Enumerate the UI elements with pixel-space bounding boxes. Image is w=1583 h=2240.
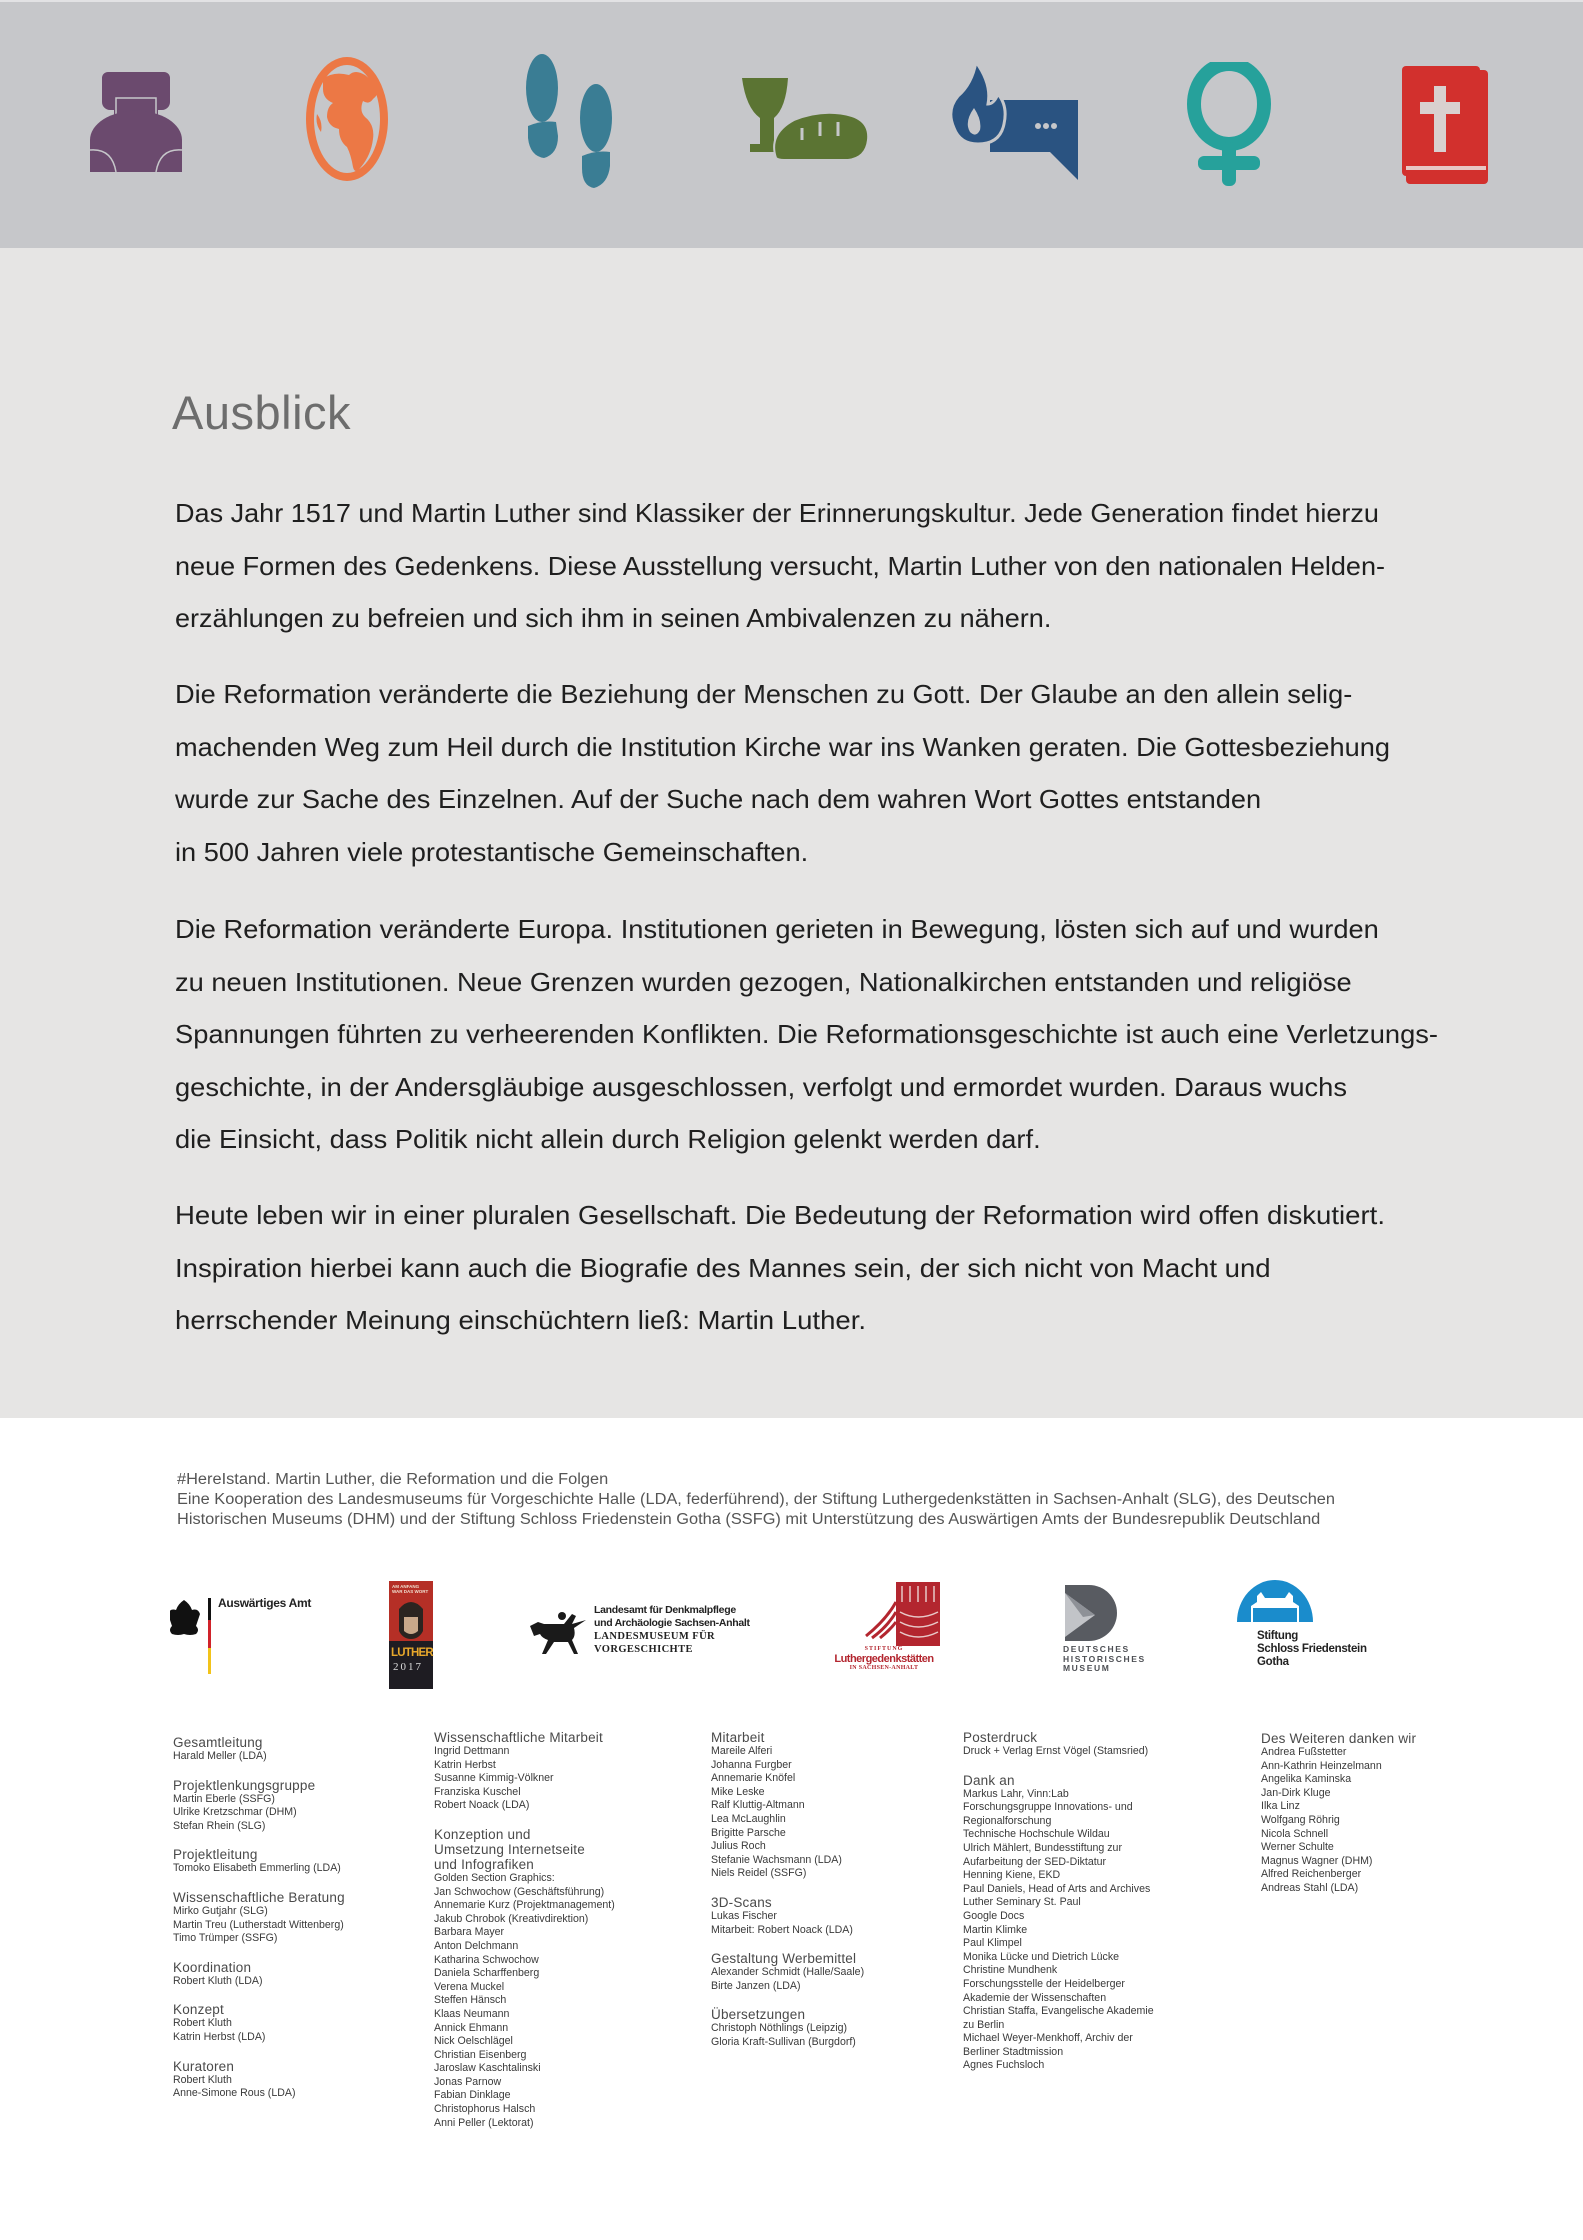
logo-label: IN SACHSEN-ANHALT — [849, 1665, 919, 1671]
credit-name: Katrin Herbst — [434, 1758, 496, 1771]
credit-name: Julius Roch — [711, 1840, 766, 1853]
credit-name: Klaas Neumann — [434, 2007, 510, 2020]
credit-name: Alfred Reichenberger — [1261, 1868, 1362, 1881]
logo-label: DEUTSCHES — [1063, 1644, 1130, 1654]
credit-name: Golden Section Graphics: — [434, 1871, 555, 1884]
paragraph-line: machenden Weg zum Heil durch die Institution Kirche war ins Wanken geraten. Die Gottesbeziehung — [175, 731, 1390, 762]
credit-name: Jan Schwochow (Geschäftsführung) — [434, 1885, 605, 1898]
paragraph-line: die Einsicht, dass Politik nicht allein durch Religion gelenkt werden darf. — [175, 1124, 1041, 1154]
paragraph-line: erzählungen zu befreien und sich ihm in seinen Ambivalenzen zu nähern. — [175, 603, 1052, 633]
credit-name: Druck + Verlag Ernst Vögel (Stamsried) — [963, 1745, 1149, 1757]
credits-column-1 — [173, 1735, 345, 2115]
credit-name: Paul Klimpel — [963, 1937, 1022, 1950]
credit-group-title: 3D-Scans — [711, 1894, 772, 1910]
paragraph-line: Inspiration hierbei kann auch die Biografie des Mannes sein, der sich nicht von Macht und — [175, 1252, 1271, 1283]
credit-group-title: Wissenschaftliche Beratung — [173, 1889, 345, 1905]
credit-group — [711, 1730, 864, 1881]
credit-name: Martin Klimke — [963, 1923, 1028, 1936]
credit-name: Henning Kiene, EKD — [963, 1869, 1061, 1882]
credit-group — [434, 1730, 615, 1813]
credit-name: Lea McLaughlin — [711, 1812, 786, 1825]
credit-name: Robert Kluth — [173, 2017, 232, 2030]
credit-name: Barbara Mayer — [434, 1926, 505, 1939]
cooperation-text: Historischen Museums (DHM) und der Stiftung Schloss Friedenstein Gotha (SSFG) mit Unterstützung des Auswärtigen Amts der Bundesrepublik Deutschland — [177, 1511, 1321, 1528]
credit-name: Akademie der Wissenschaften — [963, 1991, 1107, 2004]
credit-group-title: Projektlenkungsgruppe — [173, 1777, 316, 1793]
credit-group — [173, 2002, 345, 2044]
credit-name: Tomoko Elisabeth Emmerling (LDA) — [173, 1862, 341, 1875]
credit-name: Andreas Stahl (LDA) — [1261, 1881, 1359, 1894]
credit-group — [711, 1951, 864, 1993]
credit-name: Ilka Linz — [1261, 1800, 1300, 1813]
credit-name: Wolfgang Röhrig — [1261, 1813, 1340, 1826]
credit-group — [173, 1847, 345, 1876]
credit-name: Berliner Stadtmission — [963, 2045, 1064, 2058]
logo-label: Landesamt für Denkmalpflege — [594, 1604, 736, 1616]
credit-name: Christoph Nöthlings (Leipzig) — [711, 2022, 848, 2035]
credit-name: Robert Kluth — [173, 2073, 232, 2086]
credit-name: Nick Oelschlägel — [434, 2035, 513, 2048]
credit-name: Verena Muckel — [434, 1980, 505, 1993]
credit-group — [173, 1890, 345, 1946]
female-symbol-icon — [1186, 62, 1272, 188]
credit-name: Andrea Fußstetter — [1261, 1746, 1347, 1758]
credit-name: Jakub Chrobok (Kreativdirektion) — [434, 1912, 589, 1925]
cooperation-text: Eine Kooperation des Landesmuseums für Vorgeschichte Halle (LDA, federführend), der Stiftung Luthergedenkstätten in Sachsen-Anhalt (SLG), des Deutschen — [177, 1491, 1335, 1508]
footprints-icon — [520, 52, 624, 192]
paragraph-line: geschichte, in der Andersgläubige ausgeschlossen, verfolgt und ermordet wurden. Daraus wuchs — [175, 1071, 1347, 1102]
credit-name: Technische Hochschule Wildau — [963, 1828, 1110, 1841]
paragraph-line: wurde zur Sache des Einzelnen. Auf der Suche nach dem wahren Wort Gottes entstanden — [175, 784, 1262, 814]
credit-name: Harald Meller (LDA) — [173, 1750, 267, 1762]
credit-name: Werner Schulte — [1261, 1841, 1334, 1854]
paragraph-line: Spannungen führten zu verheerenden Konflikten. Die Reformationsgeschichte ist auch eine Verletzungs- — [175, 1019, 1438, 1049]
credit-name: Markus Lahr, Vinn:Lab — [963, 1787, 1069, 1800]
credit-group — [173, 1960, 345, 1989]
paragraph-4 — [175, 1189, 1532, 1347]
logo-label: Stiftung — [1257, 1630, 1299, 1642]
credit-group — [1261, 1731, 1416, 1896]
stiftung-schloss-friedenstein-logo — [1235, 1578, 1385, 1678]
credit-name: Aufarbeitung der SED-Diktatur — [963, 1855, 1107, 1868]
credit-name: Forschungsstelle der Heidelberger — [963, 1977, 1125, 1990]
credit-name: Birte Janzen (LDA) — [711, 1979, 801, 1992]
logo-label: MUSEUM — [1063, 1663, 1111, 1673]
paragraph-line: Heute leben wir in einer pluralen Gesellschaft. Die Bedeutung der Reformation wird offen diskutiert. — [175, 1200, 1385, 1230]
paragraph-line: neue Formen des Gedenkens. Diese Ausstellung versucht, Martin Luther von den nationalen Helden- — [175, 550, 1385, 581]
credit-name: Martin Eberle (SSFG) — [173, 1792, 275, 1805]
credits-column-3 — [711, 1730, 864, 2064]
credit-name: Monika Lücke und Dietrich Lücke — [963, 1950, 1120, 1963]
credit-name: Ingrid Dettmann — [434, 1745, 510, 1757]
logo-label: STIFTUNG — [864, 1646, 904, 1652]
paragraph-line: Die Reformation veränderte die Beziehung der Menschen zu Gott. Der Glaube an den allein selig- — [175, 679, 1353, 709]
credit-name: Ann-Kathrin Heinzelmann — [1261, 1759, 1382, 1772]
credit-name: Stefanie Wachsmann (LDA) — [711, 1853, 842, 1866]
credit-group-title: Mitarbeit — [711, 1730, 765, 1745]
logo-label: Auswärtiges Amt — [218, 1596, 312, 1610]
icon-band — [0, 0, 1583, 248]
credit-name: Magnus Wagner (DHM) — [1261, 1854, 1373, 1867]
credit-group-title: Umsetzung Internetseite — [434, 1841, 585, 1857]
credit-group-title: Konzept — [173, 2002, 224, 2018]
paragraph-line: Das Jahr 1517 und Martin Luther sind Klassiker der Erinnerungskultur. Jede Generation findet hierzu — [175, 498, 1379, 528]
credit-group — [173, 2059, 345, 2101]
credit-name: Agnes Fuchsloch — [963, 2059, 1045, 2072]
credit-name: Gloria Kraft-Sullivan (Burgdorf) — [711, 2035, 856, 2048]
chalice-bread-icon — [740, 76, 870, 166]
credit-name: Daniela Scharffenberg — [434, 1967, 540, 1980]
luther-2017-name: LUTHER — [391, 1647, 433, 1659]
globe-icon — [303, 54, 391, 184]
credit-group-title: Übersetzungen — [711, 2007, 806, 2023]
credit-name: Brigitte Parsche — [711, 1826, 786, 1839]
credit-name: Christian Staffa, Evangelische Akademie — [963, 2005, 1154, 2018]
credit-name: Johanna Furgber — [711, 1758, 792, 1771]
credit-group-title: Projektleitung — [173, 1847, 258, 1863]
credit-name: Ulrike Kretzschmar (DHM) — [173, 1806, 297, 1819]
credit-name: Anton Delchmann — [434, 1939, 519, 1952]
credit-name: Christine Mundhenk — [963, 1964, 1058, 1977]
logo-label: VORGESCHICHTE — [594, 1644, 693, 1655]
credit-name: Google Docs — [963, 1909, 1025, 1922]
credit-name: Lukas Fischer — [711, 1909, 777, 1922]
credit-group — [434, 1827, 615, 2130]
credit-group-title: Wissenschaftliche Mitarbeit — [434, 1730, 603, 1745]
exhibition-title: #HereIstand. Martin Luther, die Reformation und die Folgen — [177, 1471, 609, 1488]
luther-2017-logo — [389, 1581, 433, 1689]
flame-speech-bubble-icon — [950, 60, 1080, 185]
credit-group-title: Des Weiteren danken wir — [1261, 1731, 1417, 1746]
logo-label: HISTORISCHES — [1063, 1653, 1146, 1664]
credit-group-title: Gesamtleitung — [173, 1735, 263, 1750]
credit-name: Timo Trümper (SSFG) — [173, 1932, 278, 1945]
credit-name: Christian Eisenberg — [434, 2048, 527, 2061]
credits-column-5 — [1261, 1731, 1416, 1910]
bible-icon — [1400, 66, 1490, 186]
credit-name: Martin Treu (Lutherstadt Wittenberg) — [173, 1918, 344, 1931]
logo-label: Gotha — [1257, 1656, 1289, 1668]
credit-name: Regionalforschung — [963, 1814, 1052, 1827]
credit-name: Robert Kluth (LDA) — [173, 1974, 263, 1987]
credit-name: Angelika Kaminska — [1261, 1773, 1352, 1786]
credit-name: Fabian Dinklage — [434, 2089, 511, 2102]
person-icon — [88, 68, 184, 176]
paragraph-line: Die Reformation veränderte Europa. Institutionen gerieten in Bewegung, lösten sich auf und wurden — [175, 914, 1379, 944]
credit-name: Robert Noack (LDA) — [434, 1799, 530, 1812]
logo-label: Schloss Friedenstein — [1257, 1643, 1367, 1655]
paragraph-2 — [175, 668, 1513, 878]
deutsches-historisches-museum-logo — [1063, 1583, 1163, 1683]
logo-label: und Archäologie Sachsen-Anhalt — [594, 1617, 750, 1629]
stiftung-luthergedenkstaetten-logo — [822, 1582, 946, 1682]
page-title: Ausblick — [172, 386, 352, 439]
paragraph-3 — [175, 903, 1518, 1166]
credit-name: Mareile Alferi — [711, 1745, 773, 1757]
credit-name: Annemarie Knöfel — [711, 1772, 796, 1785]
credit-name: Mirko Gutjahr (SLG) — [173, 1904, 268, 1917]
credit-group-title: Posterdruck — [963, 1730, 1038, 1745]
paragraph-line: in 500 Jahren viele protestantische Gemeinschaften. — [175, 836, 809, 867]
credit-name: Steffen Hänsch — [434, 1994, 507, 2007]
credit-group-title: Koordination — [173, 1959, 252, 1975]
credit-group-title: Gestaltung Werbemittel — [711, 1951, 857, 1967]
credit-name: Nicola Schnell — [1261, 1827, 1329, 1840]
credit-name: Jan-Dirk Kluge — [1261, 1786, 1331, 1799]
credit-name: Christophorus Halsch — [434, 2103, 536, 2116]
logo-label: LANDESMUSEUM FÜR — [594, 1631, 716, 1642]
credit-name: Anne-Simone Rous (LDA) — [173, 2087, 296, 2100]
credit-name: Franziska Kuschel — [434, 1785, 521, 1798]
credit-group-title: Kuratoren — [173, 2058, 235, 2074]
credit-name: Paul Daniels, Head of Arts and Archives — [963, 1882, 1151, 1895]
credits-column-4 — [963, 1730, 1154, 2087]
credit-name: Mike Leske — [711, 1785, 765, 1798]
credit-name: Luther Seminary St. Paul — [963, 1896, 1081, 1909]
credit-name: zu Berlin — [963, 2018, 1005, 2031]
credit-group — [963, 1730, 1154, 1759]
credit-group — [173, 1735, 345, 1764]
paragraph-line: herrschender Meinung einschüchtern ließ: Martin Luther. — [175, 1305, 867, 1335]
paragraph-1 — [175, 487, 1506, 645]
credit-name: Ralf Kluttig-Altmann — [711, 1799, 805, 1812]
credit-name: Anni Peller (Lektorat) — [434, 2116, 534, 2129]
credit-name: Annemarie Kurz (Projektmanagement) — [434, 1899, 615, 1912]
credit-group — [173, 1778, 345, 1834]
credit-name: Katharina Schwochow — [434, 1953, 539, 1966]
logo-label: Luthergedenkstätten — [834, 1653, 934, 1665]
credits-header — [177, 1470, 1335, 1530]
credit-name: Katrin Herbst (LDA) — [173, 2030, 266, 2043]
paragraph-line: zu neuen Institutionen. Neue Grenzen wurden gezogen, Nationalkirchen entstanden und religiöse — [175, 966, 1352, 997]
credit-group-title: Konzeption und — [434, 1826, 531, 1842]
credit-name: Jaroslaw Kaschtalinski — [434, 2062, 541, 2075]
credit-name: Annick Ehmann — [434, 2021, 509, 2034]
credits-column-2 — [434, 1730, 615, 2144]
credit-name: Alexander Schmidt (Halle/Saale) — [711, 1966, 865, 1979]
luther-2017-year: 2017 — [393, 1661, 423, 1673]
credit-name: Ulrich Mählert, Bundesstiftung zur — [963, 1841, 1122, 1854]
credit-name: Stefan Rhein (SLG) — [173, 1819, 266, 1832]
luther-2017-tagline: AM ANFANG WAR DAS WORT — [392, 1584, 429, 1594]
credit-name: Jonas Parnow — [434, 2075, 502, 2088]
credit-name: Susanne Kimmig-Völkner — [434, 1772, 554, 1785]
credit-name: Niels Reidel (SSFG) — [711, 1867, 807, 1880]
credit-group — [711, 1895, 864, 1937]
credit-group-title: und Infografiken — [434, 1856, 535, 1872]
credit-group-title: Dank an — [963, 1772, 1015, 1788]
credit-name: Forschungsgruppe Innovations- und — [963, 1801, 1133, 1814]
credit-name: Michael Weyer-Menkhoff, Archiv der — [963, 2032, 1133, 2045]
divider — [0, 0, 1583, 2]
credit-name: Mitarbeit: Robert Noack (LDA) — [711, 1923, 853, 1936]
credit-group — [963, 1773, 1154, 2073]
credit-group — [711, 2007, 864, 2049]
